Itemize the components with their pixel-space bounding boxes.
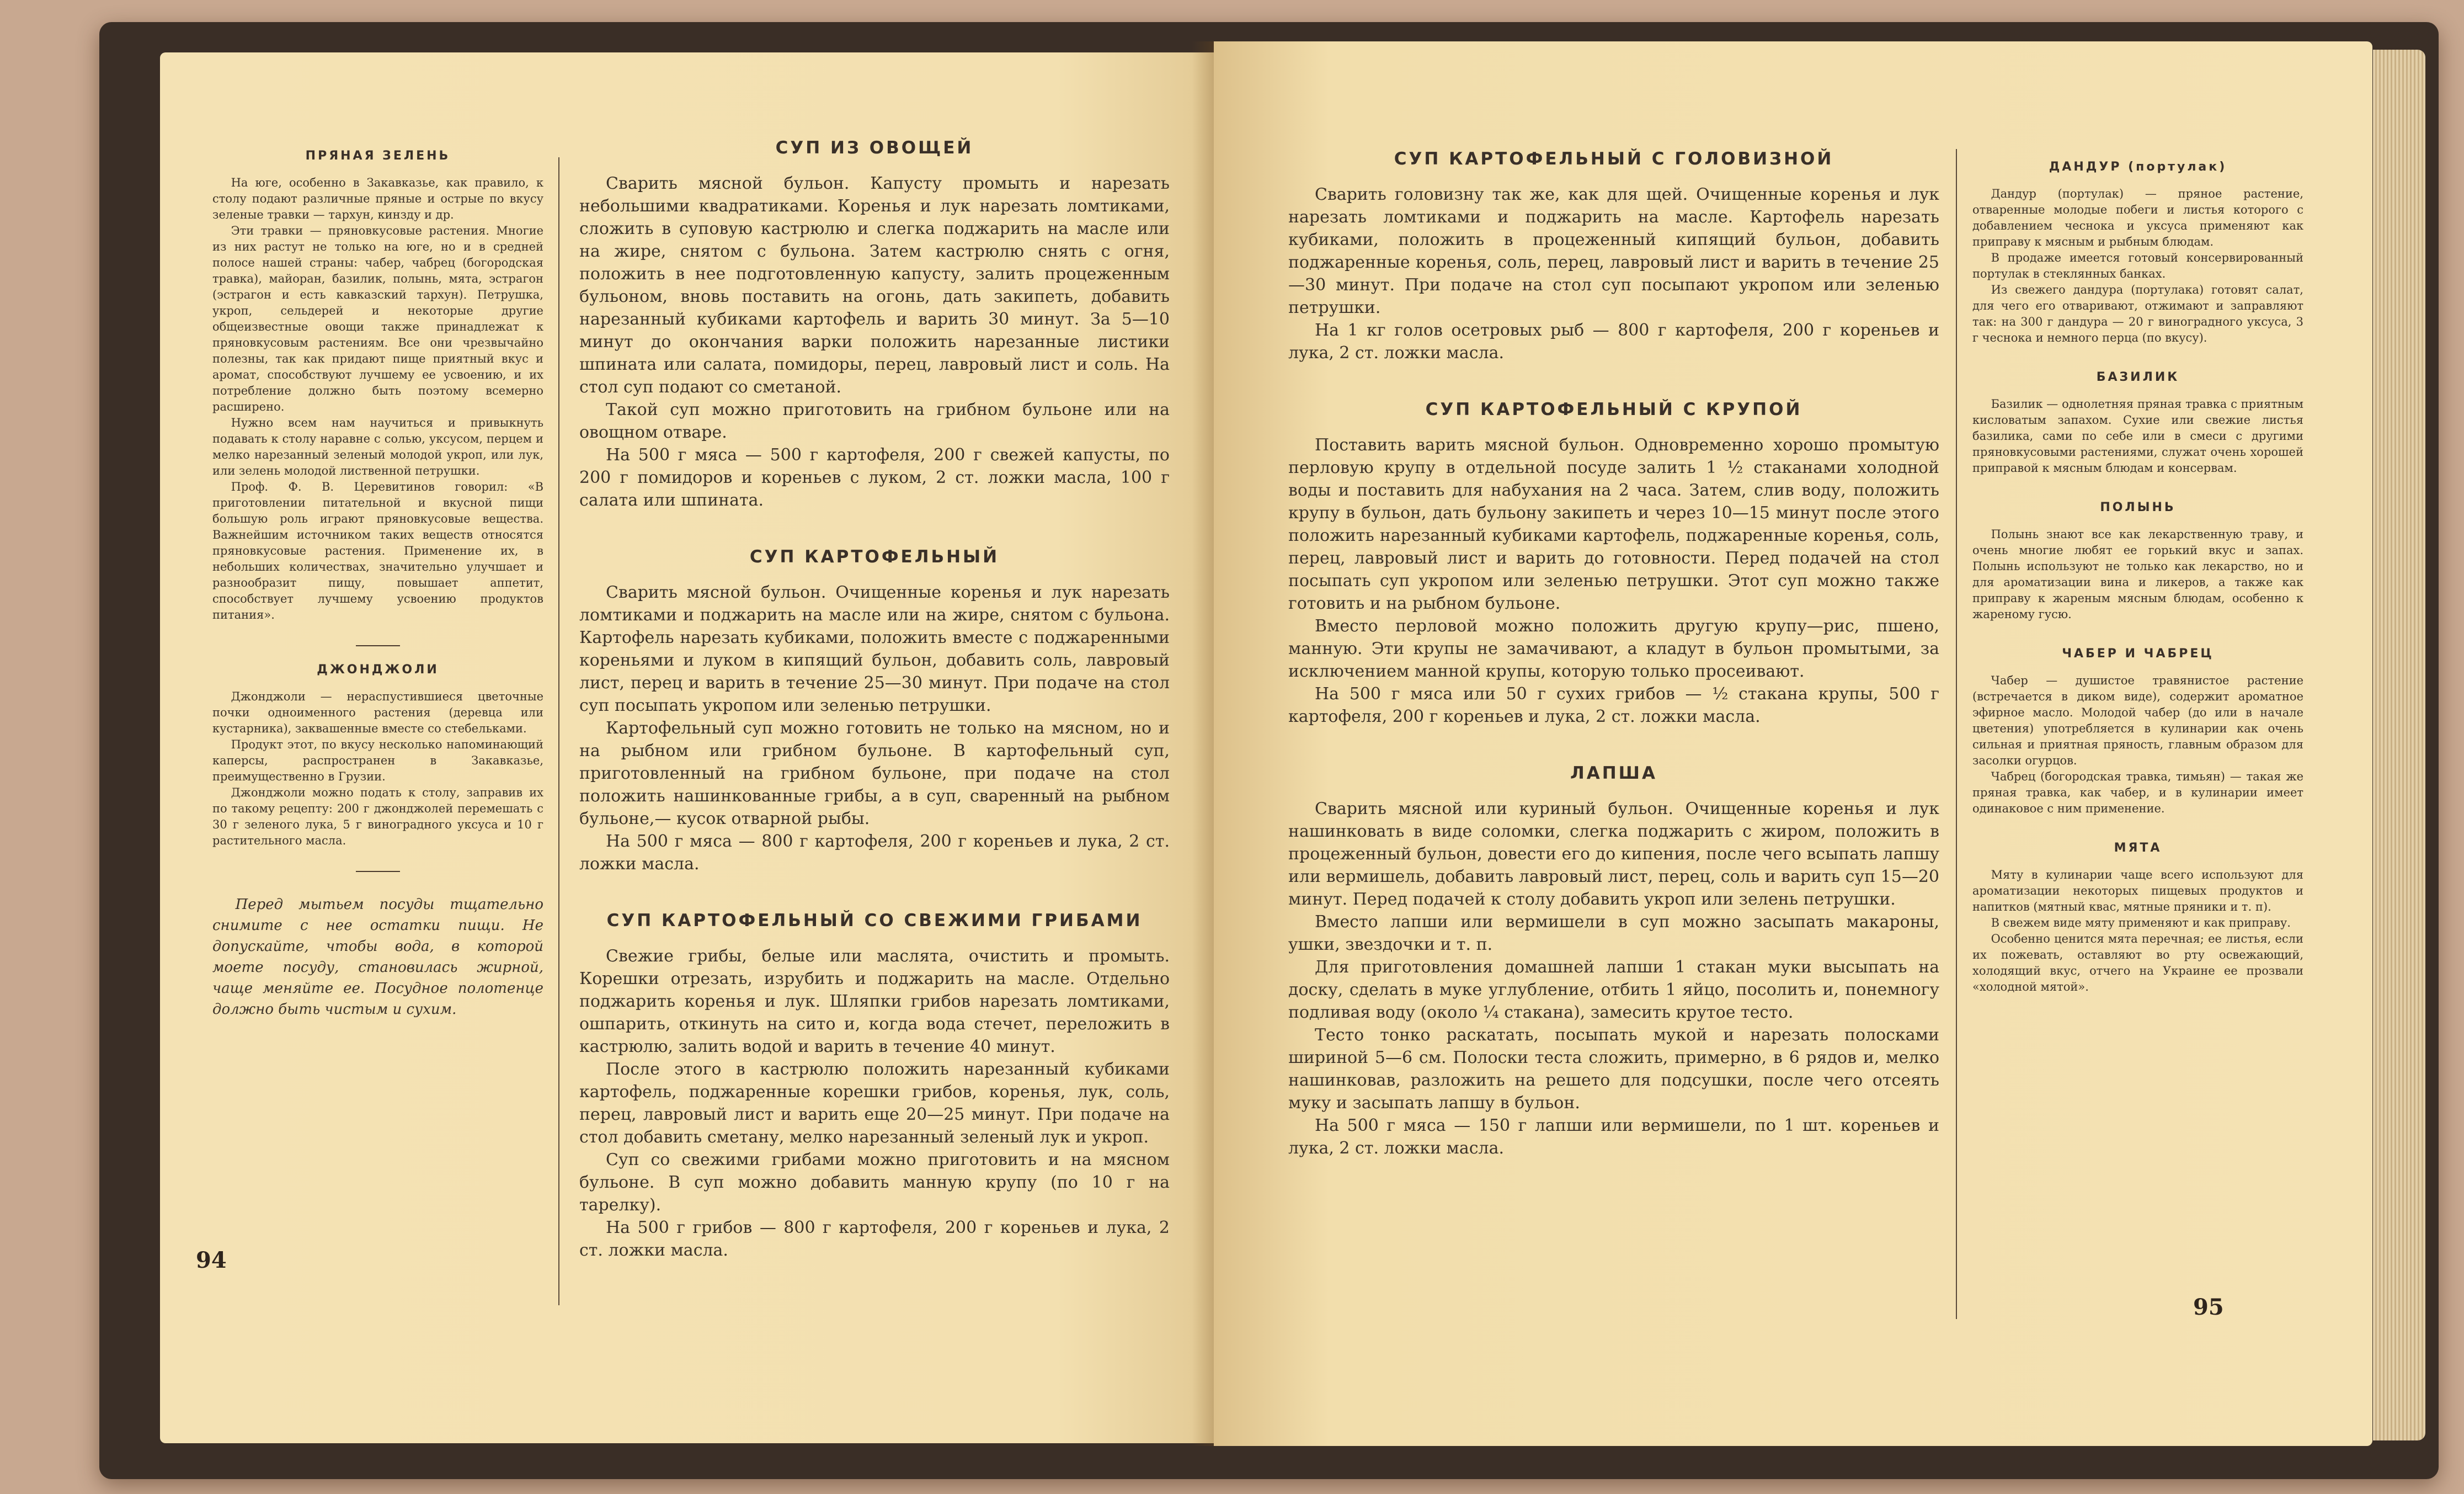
paragraph: Поставить варить мясной бульон. Одновременно хорошо промытую перловую крупу в отдельной посуде залить 1 ½ стаканами холодной воды и поставить для набухания на 2 часа. Затем, слив воду, положить крупу в бульон, дать бульону закипеть и через 10—15 минут после этого положить нарезанный кубиками картофель, поджаренные коренья, соль, перец, лавровый лист и варить до готовности. Перед подачей на стол посыпать суп укропом или зеленью петрушки. Этот суп можно также готовить и на рыбном бульоне.: [1288, 435, 1939, 613]
paragraph: Чабер — душистое травянистое растение (встречается в диком виде), содержит ароматное эфирное масло. Молодой чабер (до или в начале цветения) употребляется в кулинарии как очень сильная и приятная пряность, главным образом для засолки огурцов.: [1972, 674, 2303, 767]
page-number-right: 95: [2193, 1294, 2224, 1320]
paragraph: На 500 г мяса — 800 г картофеля, 200 г кореньев и лука, 2 ст. ложки масла.: [579, 832, 1170, 874]
paragraph: Сварить мясной бульон. Капусту промыть и нарезать небольшими квадратиками. Коренья и лук нарезать ломтиками, сложить в суповую кастрюлю и слегка поджарить на масле или на жире, снятом с бульона. Затем кастрюлю снять с огня, положить в нее подготовленную капусту, залить процеженным бульоном, вновь поставить на огонь, дать закипеть, добавить нарезанный кубиками картофель и варить 30 минут. За 5—10 минут до окончания варки положить нарезанные листики шпината или салата, помидоры, перец, лавровый лист и соль. На стол суп подают со сметаной.: [579, 174, 1170, 397]
paragraph: Суп со свежими грибами можно приготовить и на мясном бульоне. В суп можно добавить манную крупу (по 10 г на тарелку).: [579, 1150, 1170, 1215]
left-sidebar: [212, 149, 543, 1020]
dishwashing-note: [212, 894, 543, 1020]
right-sidebar: [1972, 160, 2303, 995]
paragraph: Особенно ценится мята перечная; ее листья, если их пожевать, оставляют во рту освежающий, холодящий вкус, отчего на Украине ее прозвали «холодной мятой».: [1972, 932, 2303, 993]
section-title: СУП КАРТОФЕЛЬНЫЙ С ГОЛОВИЗНОЙ: [1394, 149, 1834, 169]
paragraph: Такой суп можно приготовить на грибном бульоне или на овощном отваре.: [579, 400, 1170, 442]
paragraph: Эти травки — пряновкусовые растения. Многие из них растут не только на юге, но и в средней полосе нашей страны: чабер, чабрец (богородская травка), майоран, базилик, полынь, мята, эстрагон (эстрагон и есть кавказский тархун). Петрушка, укроп, сельдерей и некоторые другие общеизвестные овощи также принадлежат к пряновкусовым растениям. Все они чрезвычайно полезны, так как придают пище приятный вкус и аромат, способствуют лучшему ее усвоению, и их потребление должно быть поэтому всемерно расширено.: [212, 224, 543, 413]
column-rule: [558, 157, 559, 1305]
section-title: ПРЯНАЯ ЗЕЛЕНЬ: [305, 149, 451, 163]
paragraph: Для приготовления домашней лапши 1 стакан муки высыпать на доску, сделать в муке углубление, отбить 1 яйцо, посолить и, понемногу подливая воду (около ¼ стакана), замесить крутое тесто.: [1288, 958, 1939, 1022]
paragraph: Джонджоли можно подать к столу, заправив их по такому рецепту: 200 г джонджолей перемешать с 30 г зеленого лука, 5 г виноградного уксуса и 10 г растительного масла.: [212, 786, 543, 847]
paragraph: Полынь знают все как лекарственную траву, и очень многие любят ее горький вкус и запах. Полынь используют не только как лекарство, но и для ароматизации вина и ликеров, а также как приправу к жареным мясным блюдам, особенно к жареному гусю.: [1972, 528, 2303, 621]
left-main-column: [579, 138, 1170, 1262]
paragraph: Свежие грибы, белые или маслята, очистить и промыть. Корешки отрезать, изрубить и поджарить на масле. Отдельно поджарить коренья и лук. Шляпки грибов нарезать ломтиками, ошпарить, откинуть на сито и, когда вода стечет, переложить в кастрюлю, залить водой и варить в течение 40 минут.: [579, 947, 1170, 1056]
section-title: ДАНДУР (портулак): [2049, 160, 2227, 174]
paragraph: Дандур (портулак) — пряное растение, отваренные молодые побеги и листья которого с добавлением чеснока и уксуса применяют как приправу к мясным и рыбным блюдам.: [1972, 187, 2303, 248]
page-edges: [2373, 50, 2425, 1440]
paragraph: Картофельный суп можно готовить не только на мясном, но и на рыбном или грибном бульоне. В картофельный суп, приготовленный на грибном бульоне, при подаче на стол положить нашинкованные грибы, а в суп, сваренный на рыбном бульоне,— кусок отварной рыбы.: [579, 719, 1170, 828]
section-title: БАЗИЛИК: [2096, 370, 2180, 384]
section-divider: [356, 645, 400, 646]
paragraph: В продаже имеется готовый консервированный портулак в стеклянных банках.: [1972, 251, 2303, 280]
paragraph: Вместо перловой можно положить другую крупу—рис, пшено, манную. Эти крупы не замачивают, а кладут в бульон промытыми, за исключением манной крупы, которую только просеивают.: [1288, 616, 1939, 681]
section-title: СУП КАРТОФЕЛЬНЫЙ СО СВЕЖИМИ ГРИБАМИ: [606, 911, 1143, 931]
section-title: ДЖОНДЖОЛИ: [317, 663, 439, 677]
paragraph: Из свежего дандура (портулака) готовят салат, для чего его отваривают, отжимают и заправляют так: на 300 г дандура — 20 г виноградного уксуса, 3 г чеснока и немного перца (по вкусу).: [1972, 283, 2303, 344]
right-main-column: [1288, 149, 1939, 1160]
paragraph: Базилик — однолетняя пряная травка с приятным кисловатым запахом. Сухие или свежие листья базилика, сами по себе или в смеси с другими пряновкусовыми растениями, служат очень хорошей приправой к мясным блюдам и консервам.: [1972, 397, 2303, 475]
paragraph: Джонджоли — нераспустившиеся цветочные почки одноименного растения (деревца или кустарника), заквашенные вместе со стебельками.: [212, 690, 543, 735]
section-title: ЧАБЕР И ЧАБРЕЦ: [2062, 647, 2214, 661]
paragraph: Сварить головизну так же, как для щей. Очищенные коренья и лук нарезать ломтиками и поджарить на масле. Картофель нарезать кубиками, положить в процеженный кипящий бульон, добавить поджаренные коренья, соль, перец, лавровый лист и варить в течение 25—30 минут. При подаче на стол суп посыпают укропом или зеленью петрушки.: [1288, 185, 1939, 317]
section-title: СУП ИЗ ОВОЩЕЙ: [775, 138, 974, 158]
section-title: СУП КАРТОФЕЛЬНЫЙ: [749, 547, 1000, 567]
section-title: ПОЛЫНЬ: [2100, 501, 2176, 514]
paragraph: На 1 кг голов осетровых рыб — 800 г картофеля, 200 г кореньев и лука, 2 ст. ложки масла.: [1288, 321, 1939, 363]
section-title: СУП КАРТОФЕЛЬНЫЙ С КРУПОЙ: [1425, 400, 1802, 419]
paragraph: В свежем виде мяту применяют и как приправу.: [1991, 916, 2291, 929]
paragraph: На 500 г мяса или 50 г сухих грибов — ½ стакана крупы, 500 г картофеля, 200 г кореньев и лука, 2 ст. ложки масла.: [1288, 684, 1939, 726]
section-divider: [356, 871, 400, 872]
page-number-left: 94: [196, 1247, 227, 1273]
paragraph: Нужно всем нам научиться и привыкнуть подавать к столу наравне с солью, уксусом, перцем и мелко нарезанный зеленый молодой укроп, или лук, или зелень молодой лиственной петрушки.: [212, 416, 543, 477]
section-title: ЛАПША: [1570, 763, 1657, 783]
paragraph: Мяту в кулинарии чаще всего используют для ароматизации некоторых пищевых продуктов и напитков (мятный квас, мятные пряники и т. п).: [1972, 868, 2303, 913]
paragraph: Сварить мясной или куриный бульон. Очищенные коренья и лук нашинковать в виде соломки, слегка поджарить с жиром, положить в процеженный бульон, довести его до кипения, после чего всыпать лапшу или вермишель, добавить лавровый лист, перец, соль и варить суп 15—20 минут. Перед подачей к столу добавить укроп или зелень петрушки.: [1288, 799, 1939, 909]
paragraph: Тесто тонко раскатать, посыпать мукой и нарезать полосками шириной 5—6 см. Полоски теста сложить, примерно, в 6 рядов и, мелко нашинковав, разложить на решето для подсушки, после чего отсеять муку и засыпать лапшу в бульон.: [1288, 1025, 1939, 1113]
column-rule: [1956, 149, 1957, 1319]
left-page: [160, 52, 1214, 1443]
note-text: Перед мытьем посуды тщательно снимите с нее остатки пищи. Не допускайте, чтобы вода, в которой моете посуду, становилась жирной, чаще меняйте ее. Посудное полотенце должно быть чистым и сухим.: [212, 896, 543, 1018]
paragraph: На 500 г мяса — 500 г картофеля, 200 г свежей капусты, по 200 г помидоров и кореньев с луком, 2 ст. ложки масла, 100 г салата или шпината.: [579, 445, 1170, 510]
paragraph: Проф. Ф. В. Церевитинов говорил: «В приготовлении питательной и вкусной пищи большую роль играют пряновкусовые вещества. Важнейшим источником таких веществ относятся пряновкусовые растения. Применение их, в небольших количествах, значительно улучшает и разнообразит пищу, повышает аппетит, способствует лучшему усвоению продуктов питания».: [212, 480, 543, 621]
paragraph: Сварить мясной бульон. Очищенные коренья и лук нарезать ломтиками и поджарить на масле или на жире, снятом с бульона. Картофель нарезать кубиками, положить вместе с поджаренными кореньями и луком в кипящий бульон, добавить соль, лавровый лист, перец и варить в течение 25—30 минут. При подаче на стол суп посыпать укропом или зеленью петрушки.: [579, 583, 1170, 715]
paragraph: На юге, особенно в Закавказье, как правило, к столу подают различные пряные и острые по вкусу зеленые травки — тархун, кинзду и др.: [212, 176, 543, 221]
paragraph: Вместо лапши или вермишели в суп можно засыпать макароны, ушки, звездочки и т. п.: [1288, 912, 1939, 954]
right-page: [1214, 41, 2372, 1446]
paragraph: На 500 г грибов — 800 г картофеля, 200 г кореньев и лука, 2 ст. ложки масла.: [579, 1218, 1170, 1260]
section-title: МЯТА: [2114, 841, 2162, 855]
paragraph: Чабрец (богородская травка, тимьян) — такая же пряная травка, как чабер, и в кулинарии имеет одинаковое с ним применение.: [1972, 770, 2303, 815]
paragraph: Продукт этот, по вкусу несколько напоминающий каперсы, распространен в Закавказье, преимущественно в Грузии.: [212, 738, 543, 783]
paragraph: На 500 г мяса — 150 г лапши или вермишели, по 1 шт. кореньев и лука, 2 ст. ложки масла.: [1288, 1116, 1939, 1158]
paragraph: После этого в кастрюлю положить нарезанный кубиками картофель, поджаренные корешки грибов, коренья, лук, соль, перец, лавровый лист и варить еще 20—25 минут. При подаче на стол добавить сметану, мелко нарезанный зеленый лук и укроп.: [579, 1060, 1170, 1147]
